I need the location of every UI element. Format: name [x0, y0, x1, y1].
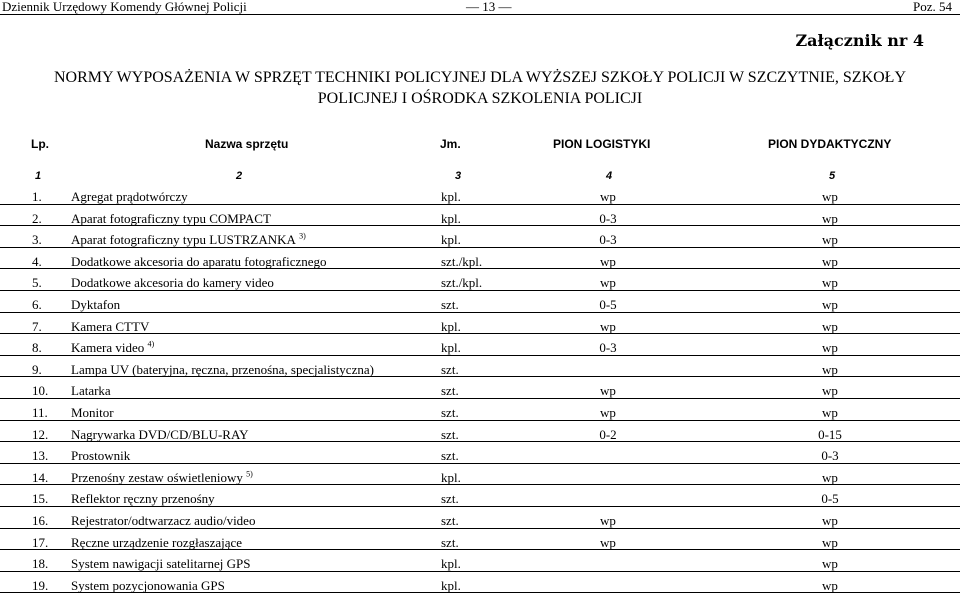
title-line-2: POLICJNEJ I OŚRODKA SZKOLENIA POLICJI: [317, 90, 643, 107]
row-did-norm-text: wp: [822, 383, 838, 399]
row-did-norm: [790, 514, 870, 527]
row-log-norm: [568, 428, 648, 441]
row-unit: [441, 492, 459, 505]
row-name-text: Latarka: [71, 383, 111, 399]
equipment-table: [0, 183, 960, 593]
column-numbers: [0, 170, 960, 184]
row-name: [71, 471, 253, 484]
row-unit-text: szt.: [441, 534, 459, 550]
row-unit: [441, 384, 459, 397]
header-did: PION DYDAKTYCZNY: [768, 137, 892, 151]
row-lp-text: 9.: [32, 361, 42, 377]
row-lp-text: 10.: [32, 383, 49, 399]
row-lp-text: 18.: [32, 556, 49, 572]
row-unit: [441, 406, 459, 419]
row-unit-text: szt.: [441, 448, 459, 464]
row-did-norm-text: wp: [822, 404, 838, 420]
row-name: [71, 341, 154, 354]
footnote-ref: 4): [147, 339, 155, 349]
row-lp-text: 6.: [32, 296, 42, 312]
row-did-norm: [790, 406, 870, 419]
row-did-norm-text: wp: [822, 469, 838, 485]
row-did-norm: [790, 298, 870, 311]
row-log-norm: [568, 298, 648, 311]
row-name-text: System nawigacji satelitarnej GPS: [71, 556, 251, 572]
row-did-norm-text: 0-5: [821, 491, 839, 507]
table-row: [0, 183, 960, 205]
row-unit: [441, 428, 459, 441]
row-lp: [32, 341, 42, 354]
row-name-text: System pozycjonowania GPS: [71, 577, 225, 593]
row-unit: [441, 233, 461, 246]
table-row: [0, 248, 960, 270]
row-log-norm-text: 0-3: [599, 340, 617, 356]
row-unit: [441, 298, 459, 311]
row-did-norm: [790, 320, 870, 333]
row-did-norm-text: 0-3: [821, 448, 839, 464]
row-did-norm-text: wp: [822, 556, 838, 572]
row-unit: [441, 341, 461, 354]
row-log-norm-text: wp: [600, 383, 616, 399]
row-log-norm: [568, 255, 648, 268]
title-line-1: NORMY WYPOSAŻENIA W SPRZĘT TECHNIKI POLICYJNEJ DLA WYŻSZEJ SZKOŁY POLICJI W SZCZYTNIE, SZKOŁY: [53, 69, 907, 86]
row-lp-text: 1.: [32, 189, 42, 204]
row-unit-text: szt./kpl.: [441, 253, 483, 269]
row-did-norm-text: wp: [822, 318, 838, 334]
row-name-text: Rejestrator/odtwarzacz audio/video: [71, 512, 256, 528]
table-row: [0, 507, 960, 529]
row-unit-text: kpl.: [441, 556, 461, 572]
row-lp: [32, 212, 42, 225]
row-name: [71, 233, 306, 246]
row-lp-text: 15.: [32, 491, 49, 507]
row-lp: [32, 536, 48, 549]
row-lp-text: 8.: [32, 340, 42, 356]
row-log-norm-text: 0-5: [599, 296, 617, 312]
row-name-text: Aparat fotograficzny typu LUSTRZANKA: [71, 232, 296, 248]
row-did-norm-text: wp: [822, 253, 838, 269]
table-row: [0, 421, 960, 443]
row-name-text: Aparat fotograficzny typu COMPACT: [71, 210, 271, 226]
table-row: [0, 291, 960, 313]
row-name-text: Ręczne urządzenie rozgłaszające: [71, 534, 243, 550]
row-name-text: Reflektor ręczny przenośny: [71, 491, 215, 507]
row-name: [71, 276, 277, 289]
row-lp-text: 5.: [32, 275, 42, 291]
position-number: Poz. 54: [913, 0, 952, 14]
annex-label: Załącznik nr 4: [795, 31, 924, 50]
row-did-norm: [790, 212, 870, 225]
row-did-norm-text: 0-15: [818, 426, 842, 442]
row-did-norm: [790, 449, 870, 462]
row-name-text: Monitor: [71, 404, 114, 420]
row-lp: [32, 449, 48, 462]
row-log-norm-text: wp: [600, 275, 616, 291]
row-unit: [441, 190, 461, 203]
row-name-text: Kamera video: [71, 340, 145, 356]
row-log-norm: [568, 406, 648, 419]
row-name: [71, 320, 153, 333]
colnum-5: 5: [829, 170, 836, 182]
row-unit-text: kpl.: [441, 318, 461, 334]
row-lp-text: 11.: [32, 404, 48, 420]
colnum-2: 2: [236, 170, 243, 182]
row-log-norm: [568, 190, 648, 203]
footnote-ref: 3): [299, 231, 306, 241]
row-did-norm: [790, 579, 870, 592]
table-row: [0, 313, 960, 335]
row-unit: [441, 536, 459, 549]
colnum-1: 1: [35, 170, 42, 182]
row-name: [71, 363, 377, 376]
row-lp: [32, 579, 48, 592]
row-lp-text: 4.: [32, 253, 42, 269]
table-row: [0, 572, 960, 594]
row-unit: [441, 514, 459, 527]
row-lp: [32, 514, 48, 527]
row-did-norm: [790, 341, 870, 354]
row-unit-text: szt.: [441, 404, 459, 420]
row-did-norm-text: wp: [822, 296, 838, 312]
row-log-norm-text: 0-3: [599, 232, 617, 248]
row-name: [71, 406, 117, 419]
row-lp: [32, 557, 48, 570]
row-log-norm: [568, 233, 648, 246]
row-log-norm: [568, 536, 648, 549]
row-unit: [441, 579, 461, 592]
row-name-text: Kamera CTTV: [71, 318, 150, 334]
row-lp: [32, 255, 42, 268]
row-name-text: Agregat prądotwórczy: [71, 189, 188, 204]
header-lp: Lp.: [31, 137, 49, 151]
row-name: [71, 514, 259, 527]
row-unit-text: kpl.: [441, 340, 461, 356]
row-unit-text: szt.: [441, 426, 459, 442]
table-row: [0, 442, 960, 464]
row-did-norm-text: wp: [822, 512, 838, 528]
row-did-norm: [790, 557, 870, 570]
journal-name: Dziennik Urzędowy Komendy Głównej Policji: [2, 0, 247, 14]
row-log-norm: [568, 320, 648, 333]
row-name-text: Dyktafon: [71, 296, 121, 312]
row-unit-text: kpl.: [441, 210, 461, 226]
page-header: [0, 0, 960, 15]
header-log: PION LOGISTYKI: [553, 137, 651, 151]
table-row: [0, 356, 960, 378]
row-did-norm-text: wp: [822, 577, 838, 593]
table-row: [0, 205, 960, 227]
row-lp-text: 12.: [32, 426, 49, 442]
footnote-ref: 5): [246, 469, 253, 479]
row-did-norm: [790, 536, 870, 549]
row-lp-text: 16.: [32, 512, 49, 528]
table-row: [0, 550, 960, 572]
row-name: [71, 190, 191, 203]
row-unit: [441, 255, 482, 268]
row-name-text: Dodatkowe akcesoria do kamery video: [71, 275, 274, 291]
row-name: [71, 536, 245, 549]
row-log-norm-text: wp: [600, 534, 616, 550]
row-did-norm-text: wp: [822, 534, 838, 550]
row-log-norm: [568, 212, 648, 225]
row-unit-text: szt.: [441, 512, 459, 528]
header-unit: Jm.: [440, 137, 461, 151]
row-log-norm-text: 0-3: [599, 210, 617, 226]
row-name: [71, 384, 114, 397]
row-lp: [32, 384, 48, 397]
row-did-norm: [790, 276, 870, 289]
row-unit: [441, 212, 461, 225]
row-unit-text: szt.: [441, 491, 459, 507]
row-name: [71, 255, 330, 268]
row-unit-text: kpl.: [441, 469, 461, 485]
row-unit: [441, 363, 459, 376]
row-name: [71, 449, 133, 462]
colnum-4: 4: [606, 170, 613, 182]
row-unit-text: kpl.: [441, 577, 461, 593]
row-lp-text: 17.: [32, 534, 49, 550]
row-did-norm: [790, 190, 870, 203]
row-unit-text: szt./kpl.: [441, 275, 483, 291]
row-did-norm: [790, 471, 870, 484]
row-unit-text: szt.: [441, 361, 459, 377]
colnum-3: 3: [455, 170, 462, 182]
row-lp: [32, 492, 48, 505]
row-log-norm-text: wp: [600, 253, 616, 269]
row-name: [71, 579, 228, 592]
row-did-norm-text: wp: [822, 275, 838, 291]
row-lp-text: 7.: [32, 318, 42, 334]
row-unit-text: szt.: [441, 296, 459, 312]
row-lp: [32, 320, 42, 333]
row-did-norm: [790, 492, 870, 505]
table-row: [0, 485, 960, 507]
row-lp-text: 19.: [32, 577, 49, 593]
row-log-norm: [568, 514, 648, 527]
row-log-norm: [568, 341, 648, 354]
table-row: [0, 377, 960, 399]
row-lp: [32, 298, 42, 311]
row-log-norm: [568, 384, 648, 397]
header-name: Nazwa sprzętu: [205, 137, 289, 151]
row-lp-text: 13.: [32, 448, 49, 464]
table-header: [0, 137, 960, 153]
row-lp: [32, 363, 42, 376]
row-log-norm: [568, 276, 648, 289]
row-unit: [441, 320, 461, 333]
document-title: [0, 67, 960, 109]
table-row: [0, 464, 960, 486]
table-row: [0, 226, 960, 248]
row-lp: [32, 428, 48, 441]
row-did-norm: [790, 255, 870, 268]
row-name-text: Dodatkowe akcesoria do aparatu fotograficznego: [71, 253, 327, 269]
row-unit-text: kpl.: [441, 189, 461, 204]
row-log-norm-text: wp: [600, 404, 616, 420]
row-name: [71, 298, 123, 311]
row-lp: [32, 471, 48, 484]
row-name: [71, 557, 254, 570]
row-did-norm-text: wp: [822, 210, 838, 226]
row-did-norm-text: wp: [822, 232, 838, 248]
row-unit: [441, 276, 482, 289]
row-log-norm-text: wp: [600, 512, 616, 528]
table-row: [0, 334, 960, 356]
row-name: [71, 492, 218, 505]
page-number: — 13 —: [466, 0, 512, 14]
row-did-norm: [790, 233, 870, 246]
row-name-text: Lampa UV (bateryjna, ręczna, przenośna, specjalistyczna): [71, 361, 374, 377]
row-did-norm: [790, 384, 870, 397]
row-unit-text: szt.: [441, 383, 459, 399]
row-unit-text: kpl.: [441, 232, 461, 248]
row-log-norm-text: wp: [600, 189, 616, 204]
row-log-norm-text: 0-2: [599, 426, 617, 442]
row-lp-text: 2.: [32, 210, 42, 226]
row-did-norm-text: wp: [822, 189, 838, 204]
row-name: [71, 212, 274, 225]
row-lp-text: 3.: [32, 232, 42, 248]
row-name-text: Prostownik: [71, 448, 131, 464]
row-lp: [32, 276, 42, 289]
row-did-norm-text: wp: [822, 361, 838, 377]
row-did-norm: [790, 428, 870, 441]
row-lp: [32, 233, 42, 246]
row-unit: [441, 557, 461, 570]
table-row: [0, 399, 960, 421]
row-name-text: Nagrywarka DVD/CD/BLU-RAY: [71, 426, 249, 442]
row-did-norm-text: wp: [822, 340, 838, 356]
table-row: [0, 269, 960, 291]
row-log-norm-text: wp: [600, 318, 616, 334]
row-lp: [32, 190, 42, 203]
row-did-norm: [790, 363, 870, 376]
row-unit: [441, 449, 459, 462]
row-lp-text: 14.: [32, 469, 49, 485]
row-unit: [441, 471, 461, 484]
table-row: [0, 529, 960, 551]
row-name: [71, 428, 252, 441]
row-name-text: Przenośny zestaw oświetleniowy: [71, 469, 243, 485]
row-lp: [32, 406, 48, 419]
